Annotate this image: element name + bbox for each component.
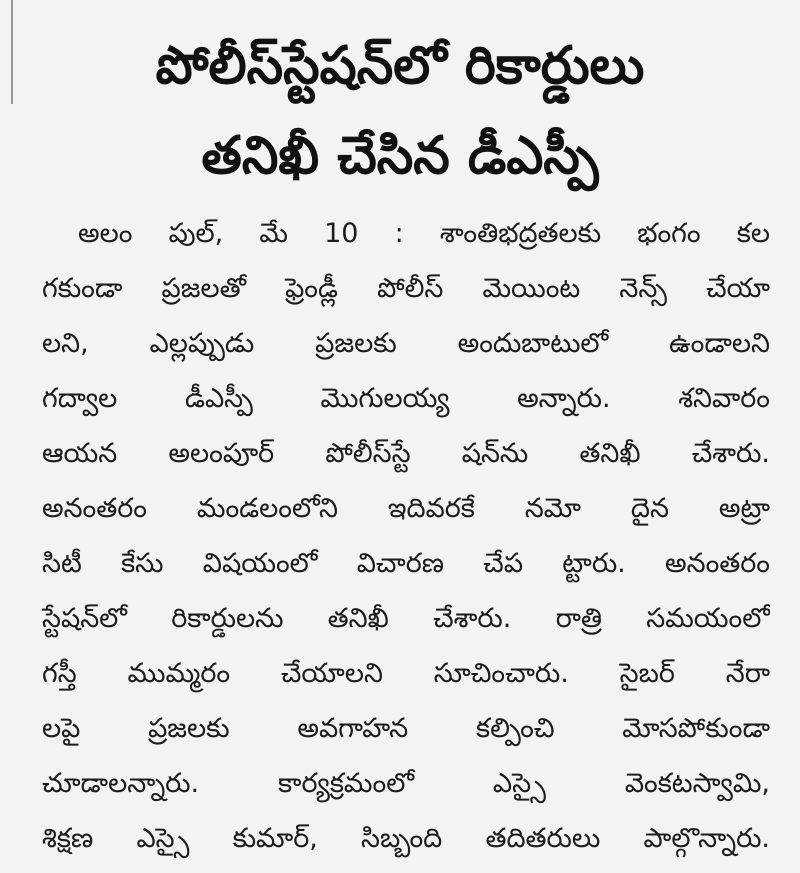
- body-line-9: గస్తీ ముమ్మరం చేయాలని సూచించారు. సైబర్ నేరా: [42, 658, 770, 689]
- body-line-8: స్టేషన్‌లో రికార్డులను తనిఖీ చేశారు. రాత్రి సమయంలో: [42, 603, 770, 634]
- article-body: [42, 206, 770, 866]
- body-line-2: గకుండా ప్రజలతో ఫ్రెండ్లీ పోలీస్ మెయింట నెన్స్ చేయా: [42, 273, 770, 304]
- body-line-11: చూడాలన్నారు. కార్యక్రమంలో ఎస్సై వెంకటస్వామి,: [42, 768, 770, 799]
- headline-line-2: తనిఖీ చేసిన డీఎస్పీ: [201, 126, 599, 186]
- body-line-1: అలం పుల్, మే 10 : శాంతిభద్రతలకు భంగం కల: [78, 218, 770, 249]
- body-line-5: ఆయన అలంపూర్ పోలీస్‌స్టే షన్‌ను తనిఖీ చేశారు.: [42, 438, 770, 469]
- body-line-3: లని, ఎల్లప్పుడు ప్రజలకు అందుబాటులో ఉండాలని: [42, 328, 770, 359]
- body-line-12: శిక్షణ ఎస్సై కుమార్, సిబ్బంది తదితరులు పాల్గొన్నారు.: [42, 823, 770, 854]
- headline-line-1: పోలీస్‌స్టేషన్‌లో రికార్డులు: [155, 36, 645, 96]
- column-rule: [11, 0, 13, 104]
- body-line-7: సిటీ కేసు విషయంలో విచారణ చేప ట్టారు. అనంతరం: [42, 548, 770, 579]
- body-line-6: అనంతరం మండలంలోని ఇదివరకే నమో దైన అట్రా: [42, 493, 770, 524]
- body-line-4: గద్వాల డీఎస్పీ మొగులయ్య అన్నారు. శనివారం: [42, 383, 770, 414]
- body-line-10: లపై ప్రజలకు అవగాహన కల్పించి మోసపోకుండా: [42, 713, 770, 744]
